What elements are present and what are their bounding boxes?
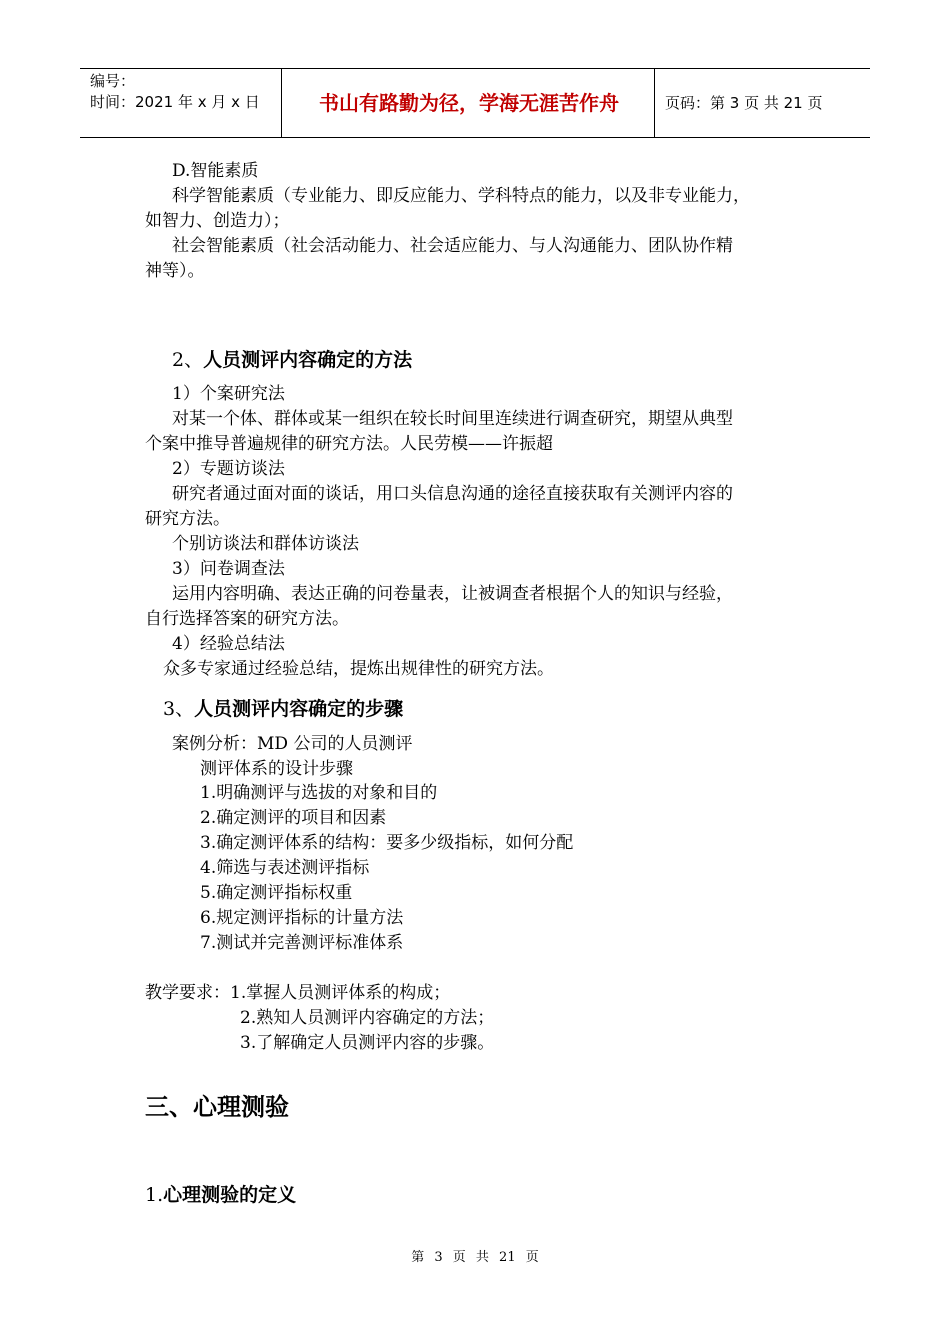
paragraph-line: 运用内容明确、表达正确的问卷量表，让被调查者根据个人的知识与经验， <box>172 584 733 604</box>
page-header <box>80 68 870 138</box>
chapter-heading: 三、心理测验 <box>145 1093 289 1121</box>
paragraph-line: 社会智能素质（社会活动能力、社会适应能力、与人沟通能力、团队协作精 <box>172 236 733 256</box>
paragraph-line: 对某一个体、群体或某一组织在较长时间里连续进行调查研究，期望从典型 <box>172 409 733 429</box>
paragraph-line: 个别访谈法和群体访谈法 <box>172 534 359 554</box>
paragraph-line: 个案中推导普遍规律的研究方法。人民劳模——许振超 <box>145 434 553 454</box>
list-item: 1）个案研究法 <box>172 384 285 404</box>
section-heading-steps <box>163 694 403 721</box>
page-footer: 第 3 页 共 21 页 <box>411 1250 539 1265</box>
case-analysis-line: 案例分析：MD 公司的人员测评 <box>172 734 413 754</box>
paragraph-line: 如智力、创造力）； <box>145 211 290 231</box>
list-item: 4.筛选与表述测评指标 <box>200 858 370 878</box>
list-item: 3.确定测评体系的结构：要多少级指标，如何分配 <box>200 833 574 853</box>
list-item: 6.规定测评指标的计量方法 <box>200 908 404 928</box>
list-item: 2）专题访谈法 <box>172 459 285 479</box>
heading-number: 3、 <box>163 698 195 720</box>
header-divider <box>654 69 655 137</box>
section-heading-definition <box>145 1180 296 1207</box>
paragraph-line: 科学智能素质（专业能力、即反应能力、学科特点的能力，以及非专业能力， <box>172 186 750 206</box>
list-item: 7.测试并完善测评标准体系 <box>200 933 404 953</box>
teaching-requirements: 教学要求：1.掌握人员测评体系的构成； <box>145 983 451 1003</box>
list-item: 1.明确测评与选拔的对象和目的 <box>200 783 438 803</box>
list-item: 2.熟知人员测评内容确定的方法； <box>240 1008 495 1028</box>
paragraph-line: 研究者通过面对面的谈话，用口头信息沟通的途径直接获取有关测评内容的 <box>172 484 733 504</box>
header-divider <box>281 69 282 137</box>
list-item: 3.了解确定人员测评内容的步骤。 <box>240 1033 495 1053</box>
header-page-number: 页码：第 3 页 共 21 页 <box>665 94 823 112</box>
header-meta <box>90 71 260 113</box>
list-item: 4）经验总结法 <box>172 634 285 654</box>
heading-number: 2、 <box>172 349 204 371</box>
paragraph-line: 研究方法。 <box>145 509 230 529</box>
heading-text: 心理测验的定义 <box>163 1184 297 1206</box>
paragraph-line: 测评体系的设计步骤 <box>200 759 353 779</box>
paragraph-line: 自行选择答案的研究方法。 <box>145 609 349 629</box>
list-item: 3）问卷调查法 <box>172 559 285 579</box>
section-heading-methods <box>172 345 412 372</box>
heading-text: 人员测评内容确定的方法 <box>203 349 413 371</box>
heading-text: 人员测评内容确定的步骤 <box>194 698 404 720</box>
list-item: 5.确定测评指标权重 <box>200 883 353 903</box>
paragraph-line: 神等）。 <box>145 261 205 281</box>
date-label: 时间：2021 年 x 月 x 日 <box>90 93 260 111</box>
subheading-intelligence: D.智能素质 <box>172 161 259 181</box>
serial-label: 编号： <box>90 72 136 90</box>
header-motto: 书山有路勤为径，学海无涯苦作舟 <box>319 91 619 115</box>
paragraph-line: 众多专家通过经验总结，提炼出规律性的研究方法。 <box>163 659 554 679</box>
heading-number: 1. <box>145 1184 164 1206</box>
list-item: 2.确定测评的项目和因素 <box>200 808 387 828</box>
